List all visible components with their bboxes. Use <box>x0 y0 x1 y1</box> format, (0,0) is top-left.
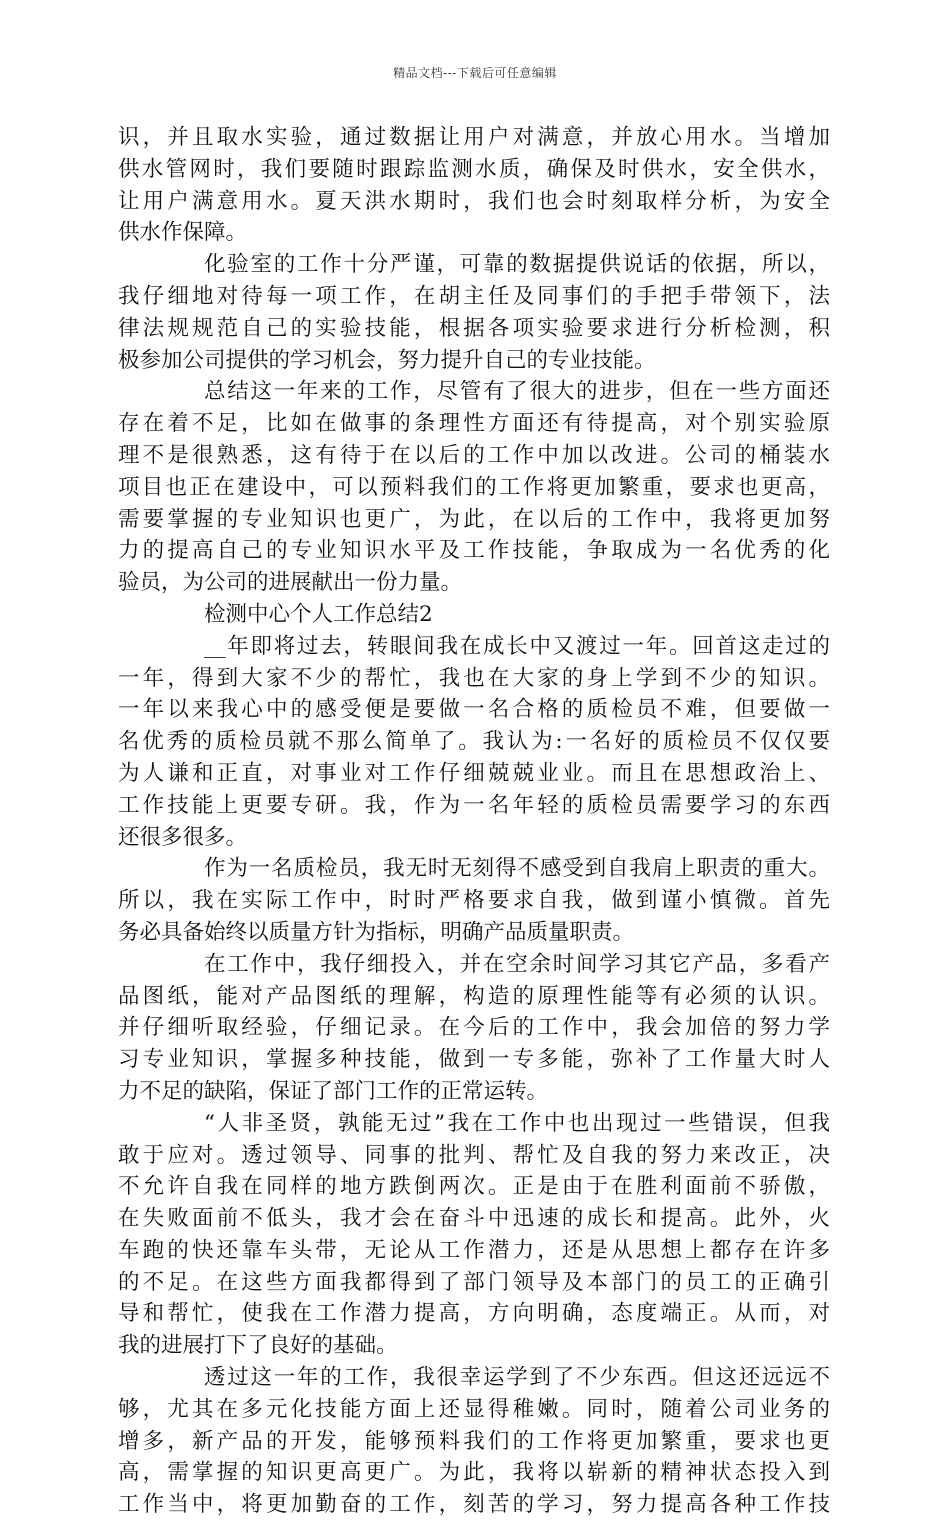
text-line: 的不足。在这些方面我都得到了部门领导及本部门的员工的正确引 <box>118 1269 830 1295</box>
text-line: 敢于应对。透过领导、同事的批判、帮忙及自我的努力来改正，决 <box>118 1142 830 1168</box>
text-line: 务必具备始终以质量方针为指标，明确产品质量职责。 <box>118 919 635 945</box>
text-line: 在工作中，我仔细投入，并在空余时间学习其它产品，多看产 <box>204 951 830 977</box>
text-line: 还很多很多。 <box>118 824 248 850</box>
text-line: 验员，为公司的进展献出一份力量。 <box>118 570 463 596</box>
text-line: 工作当中，将更加勤奋的工作，刻苦的学习，努力提高各种工作技 <box>118 1492 830 1518</box>
text-line: 律法规规范自己的实验技能，根据各项实验要求进行分析检测，积 <box>118 315 830 341</box>
text-line: 品图纸，能对产品图纸的理解，构造的原理性能等有必须的认识。 <box>118 983 830 1009</box>
text-line: 一年以来我心中的感受便是要做一名合格的质检员不难，但要做一 <box>118 697 830 723</box>
text-line: 总结这一年来的工作，尽管有了很大的进步，但在一些方面还 <box>204 379 830 405</box>
text-line: 导和帮忙，使我在工作潜力提高，方向明确，态度端正。从而，对 <box>118 1301 830 1327</box>
text-line: 我仔细地对待每一项工作，在胡主任及同事们的手把手带领下，法 <box>118 283 830 309</box>
text-line: 理不是很熟悉，这有待于在以后的工作中加以改进。公司的桶装水 <box>118 442 830 468</box>
text-line: 在失败面前不低头，我才会在奋斗中迅速的成长和提高。此外，火 <box>118 1206 830 1232</box>
document-body <box>118 122 830 1521</box>
text-line: 所以，我在实际工作中，时时严格要求自我，做到谨小慎微。首先 <box>118 888 830 914</box>
text-line: 供水管网时，我们要随时跟踪监测水质，确保及时供水，安全供水， <box>118 156 830 182</box>
text-line: 需要掌握的专业知识也更广，为此，在以后的工作中，我将更加努 <box>118 506 830 532</box>
text-line: 检测中心个人工作总结2 <box>204 601 433 627</box>
text-line: 化验室的工作十分严谨，可靠的数据提供说话的依据，所以， <box>204 252 830 278</box>
text-line: 工作技能上更要专研。我，作为一名年轻的质检员需要学习的东西 <box>118 792 830 818</box>
text-line: 项目也正在建设中，可以预料我们的工作将更加繁重，要求也更高， <box>118 474 830 500</box>
text-line: 力的提高自己的专业知识水平及工作技能，争取成为一名优秀的化 <box>118 538 830 564</box>
text-line: 为人谦和正直，对事业对工作仔细兢兢业业。而且在思想政治上、 <box>118 760 830 786</box>
text-line: 车跑的快还靠车头带，无论从工作潜力，还是从思想上都存在许多 <box>118 1237 830 1263</box>
text-line: 并仔细听取经验，仔细记录。在今后的工作中，我会加倍的努力学 <box>118 1015 830 1041</box>
text-line: 不允许自我在同样的地方跌倒两次。正是由于在胜利面前不骄傲， <box>118 1174 830 1200</box>
text-line: 我的进展打下了良好的基础。 <box>118 1333 398 1359</box>
text-line: 极参加公司提供的学习机会，努力提升自己的专业技能。 <box>118 347 656 373</box>
text-line: 够，尤其在多元化技能方面上还显得稚嫩。同时，随着公司业务的 <box>118 1396 830 1422</box>
text-line: 识，并且取水实验，通过数据让用户对满意，并放心用水。当增加 <box>118 125 830 150</box>
text-line: 力不足的缺陷，保证了部门工作的正常运转。 <box>118 1078 549 1104</box>
text-line: 供水作保障。 <box>118 220 248 246</box>
text-line: 透过这一年的工作，我很幸运学到了不少东西。但这还远远不 <box>204 1365 830 1391</box>
text-line: 高，需掌握的知识更高更广。为此，我将以崭新的精神状态投入到 <box>118 1460 830 1486</box>
text-line: 存在着不足，比如在做事的条理性方面还有待提高，对个别实验原 <box>118 411 830 437</box>
text-line: 一年，得到大家不少的帮忙，我也在大家的身上学到不少的知识。 <box>118 665 830 691</box>
text-line: 名优秀的质检员就不那么简单了。我认为:一名好的质检员不仅仅要 <box>118 729 830 755</box>
text-line: 习专业知识，掌握多种技能，做到一专多能，弥补了工作量大时人 <box>118 1047 830 1073</box>
text-line: 作为一名质检员，我无时无刻得不感受到自我肩上职责的重大。 <box>204 856 830 882</box>
text-line: 增多，新产品的开发，能够预料我们的工作将更加繁重，要求也更 <box>118 1428 830 1454</box>
page-header: 精品文档---下载后可任意编辑 <box>393 66 557 80</box>
text-line: “人非圣贤，孰能无过”我在工作中也出现过一些错误，但我 <box>204 1110 830 1136</box>
text-line: __年即将过去，转眼间我在成长中又渡过一年。回首这走过的 <box>204 633 830 659</box>
text-line: 让用户满意用水。夏天洪水期时，我们也会时刻取样分析，为安全 <box>118 188 830 214</box>
